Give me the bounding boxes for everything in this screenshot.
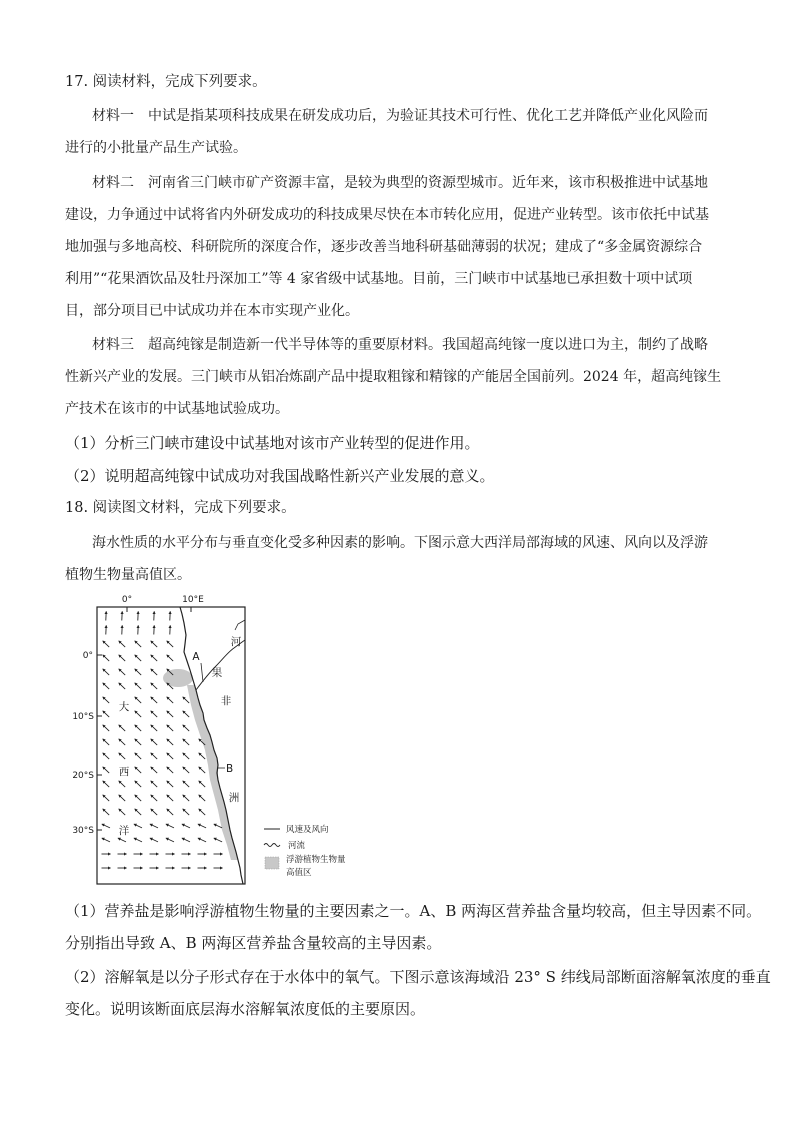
wind-arrow (151, 711, 157, 717)
wind-arrow (151, 753, 157, 759)
wind-arrow (167, 753, 173, 759)
wind-arrow (119, 655, 125, 661)
q18-subquestion-1-line: 分别指出导致 A、B 两海区营养盐含量较高的主导因素。 (65, 934, 442, 952)
atlantic-wind-map (70, 590, 370, 890)
wind-arrow (150, 838, 158, 842)
wind-arrow (151, 669, 157, 675)
wind-arrow (119, 739, 125, 745)
material-1-line: 进行的小批量产品生产试验。 (65, 140, 247, 156)
q17-title: 17. 阅读材料，完成下列要求。 (65, 74, 267, 90)
wind-arrow (135, 767, 141, 773)
map-legend (264, 824, 346, 878)
wind-arrow (151, 767, 157, 773)
wind-arrow (151, 809, 157, 815)
point-a-leader (201, 663, 203, 682)
wind-arrow (119, 641, 125, 647)
wind-arrow (167, 697, 173, 703)
wind-arrow (183, 697, 189, 703)
wind-arrow (135, 655, 141, 661)
wind-arrow (103, 655, 109, 661)
q18-subquestion-2-line: 变化。说明该断面底层海水溶解氧浓度低的主要原因。 (65, 1000, 426, 1018)
wind-arrow (151, 781, 157, 787)
wind-arrow (167, 655, 173, 661)
wind-arrow (102, 824, 110, 828)
wind-arrow (119, 781, 125, 787)
wind-arrow (134, 838, 142, 842)
river-label-char: 果 (211, 667, 223, 679)
wind-arrow (118, 838, 126, 842)
wind-arrow (199, 809, 205, 815)
wind-arrow (135, 711, 141, 717)
q18-subquestion-2-line: （2）溶解氧是以分子形式存在于水体中的氧气。下图示意该海域沿 23° S 纬线局部断面溶解氧浓度的垂直 (65, 968, 771, 986)
wind-arrow (102, 838, 110, 842)
continent-label-char: 洲 (228, 792, 240, 804)
wind-arrow (103, 683, 109, 689)
lat-label-20s: 20°S (72, 771, 94, 781)
wind-arrow (183, 809, 189, 815)
wind-arrow (103, 781, 109, 787)
wind-arrow (135, 669, 141, 675)
wind-arrow (135, 641, 141, 647)
ocean-label-char: 西 (118, 766, 130, 778)
wind-arrow (183, 767, 189, 773)
wind-arrow (119, 809, 125, 815)
wind-arrow (103, 725, 109, 731)
wind-arrow (103, 697, 109, 703)
lat-label-10s: 10°S (72, 712, 94, 722)
material-2-line: 利用”“花果酒饮品及牡丹深加工”等 4 家省级中试基地。目前，三门峡市中试基地已承担数十项中试项 (65, 271, 693, 287)
wind-arrow (119, 669, 125, 675)
wind-arrow (151, 739, 157, 745)
q17-subquestion-1: （1）分析三门峡市建设中试基地对该市产业转型的促进作用。 (65, 434, 480, 452)
wind-arrow (135, 753, 141, 759)
material-2-line: 目，部分项目已中试成功并在本市实现产业化。 (65, 303, 359, 319)
wind-arrow (167, 767, 173, 773)
wind-arrow (103, 641, 109, 647)
wind-arrow (151, 683, 157, 689)
wind-arrow (135, 781, 141, 787)
lon-label-0: 0° (121, 595, 133, 605)
legend-river-label: 河流 (288, 841, 306, 851)
q17-subquestion-2: （2）说明超高纯镓中试成功对我国战略性新兴产业发展的意义。 (65, 467, 495, 485)
map-frame (97, 607, 245, 884)
wind-arrow (183, 739, 189, 745)
legend-river-icon (264, 844, 280, 847)
q18-subquestion-1-line: （1）营养盐是影响浮游植物生物量的主要因素之一。A、B 两海区营养盐含量均较高，但主导因素不同。 (65, 902, 762, 920)
wind-arrow (167, 781, 173, 787)
q18-intro-line: 植物生物量高值区。 (65, 567, 191, 583)
wind-arrow (182, 824, 190, 828)
material-3-line: 产技术在该市的中试基地试验成功。 (65, 401, 289, 417)
wind-arrow (103, 767, 109, 773)
wind-arrow (135, 739, 141, 745)
wind-arrow (198, 824, 206, 828)
lat-label-30s: 30°S (72, 826, 94, 836)
wind-arrow (166, 824, 174, 828)
river-branch (235, 620, 245, 630)
wind-arrow (135, 683, 141, 689)
wind-arrow (183, 711, 189, 717)
wind-arrow (151, 725, 157, 731)
material-2-line: 建设，力争通过中试将省内外研发成功的科技成果尽快在本市转化应用，促进产业转型。该市依托中试基 (65, 207, 709, 223)
wind-arrow (103, 753, 109, 759)
wind-arrow (135, 809, 141, 815)
wind-arrow (103, 739, 109, 745)
wind-arrow (103, 795, 109, 801)
wind-arrow (151, 795, 157, 801)
high-biomass-area-a (163, 669, 193, 687)
wind-arrow (214, 838, 222, 842)
wind-arrow (103, 669, 109, 675)
wind-arrow (151, 697, 157, 703)
point-label-a: A (192, 651, 200, 663)
wind-arrow (182, 838, 190, 842)
wind-arrow (150, 824, 158, 828)
material-1-line: 材料一 中试是指某项科技成果在研发成功后，为验证其技术可行性、优化工艺并降低产业化风险而 (92, 108, 708, 124)
wind-arrow (119, 683, 125, 689)
wind-arrow (183, 725, 189, 731)
wind-arrow (119, 725, 125, 731)
wind-arrow (167, 739, 173, 745)
wind-arrow (134, 824, 142, 828)
wind-arrow (135, 795, 141, 801)
wind-arrow (135, 697, 141, 703)
material-2-line: 地加强与多地高校、科研院所的深度合作，逐步改善当地科研基础薄弱的状况；建成了“多金属资源综合 (65, 239, 703, 255)
legend-shaded-label-1: 浮游植物生物量 (286, 855, 346, 865)
ocean-label-char: 大 (118, 701, 130, 713)
wind-arrow (167, 641, 173, 647)
wind-arrow (167, 809, 173, 815)
q18-title: 18. 阅读图文材料，完成下列要求。 (65, 500, 296, 516)
wind-arrow (167, 795, 173, 801)
river-label-char: 河 (230, 636, 242, 648)
wind-arrow (166, 838, 174, 842)
lon-label-10e: 10°E (182, 595, 204, 605)
wind-arrow (198, 838, 206, 842)
legend-wind-label: 风速及风向 (286, 825, 329, 835)
wind-arrow (183, 795, 189, 801)
wind-arrow (199, 767, 205, 773)
q18-intro-line: 海水性质的水平分布与垂直变化受多种因素的影响。下图示意大西洋局部海域的风速、风向以及浮游 (92, 535, 708, 551)
wind-arrow (151, 655, 157, 661)
material-3-line: 材料三 超高纯镓是制造新一代半导体等的重要原材料。我国超高纯镓一度以进口为主，制约了战略 (92, 337, 708, 353)
wind-arrow (199, 781, 205, 787)
wind-arrow (103, 809, 109, 815)
legend-shaded-label-2: 高值区 (286, 868, 312, 878)
wind-arrow (199, 753, 205, 759)
wind-arrow (214, 824, 222, 828)
wind-arrow (199, 795, 205, 801)
material-2-line: 材料二 河南省三门峡市矿产资源丰富，是较为典型的资源型城市。近年来，该市积极推进中试基地 (92, 175, 708, 191)
wind-arrow (183, 753, 189, 759)
wind-arrow (167, 711, 173, 717)
wind-arrow (167, 725, 173, 731)
wind-arrow (103, 711, 109, 717)
wind-arrow (119, 795, 125, 801)
lat-label-0: 0° (82, 651, 93, 661)
wind-arrow (151, 641, 157, 647)
wind-arrow (119, 753, 125, 759)
ocean-label-char: 洋 (118, 825, 130, 837)
wind-arrow (183, 781, 189, 787)
wind-arrow (135, 725, 141, 731)
continent-label-char: 非 (220, 695, 232, 707)
point-label-b: B (226, 763, 234, 775)
material-3-line: 性新兴产业的发展。三门峡市从铝冶炼副产品中提取粗镓和精镓的产能居全国前列。2024 年，超高纯镓生 (65, 369, 722, 385)
legend-shaded-icon (265, 857, 279, 869)
